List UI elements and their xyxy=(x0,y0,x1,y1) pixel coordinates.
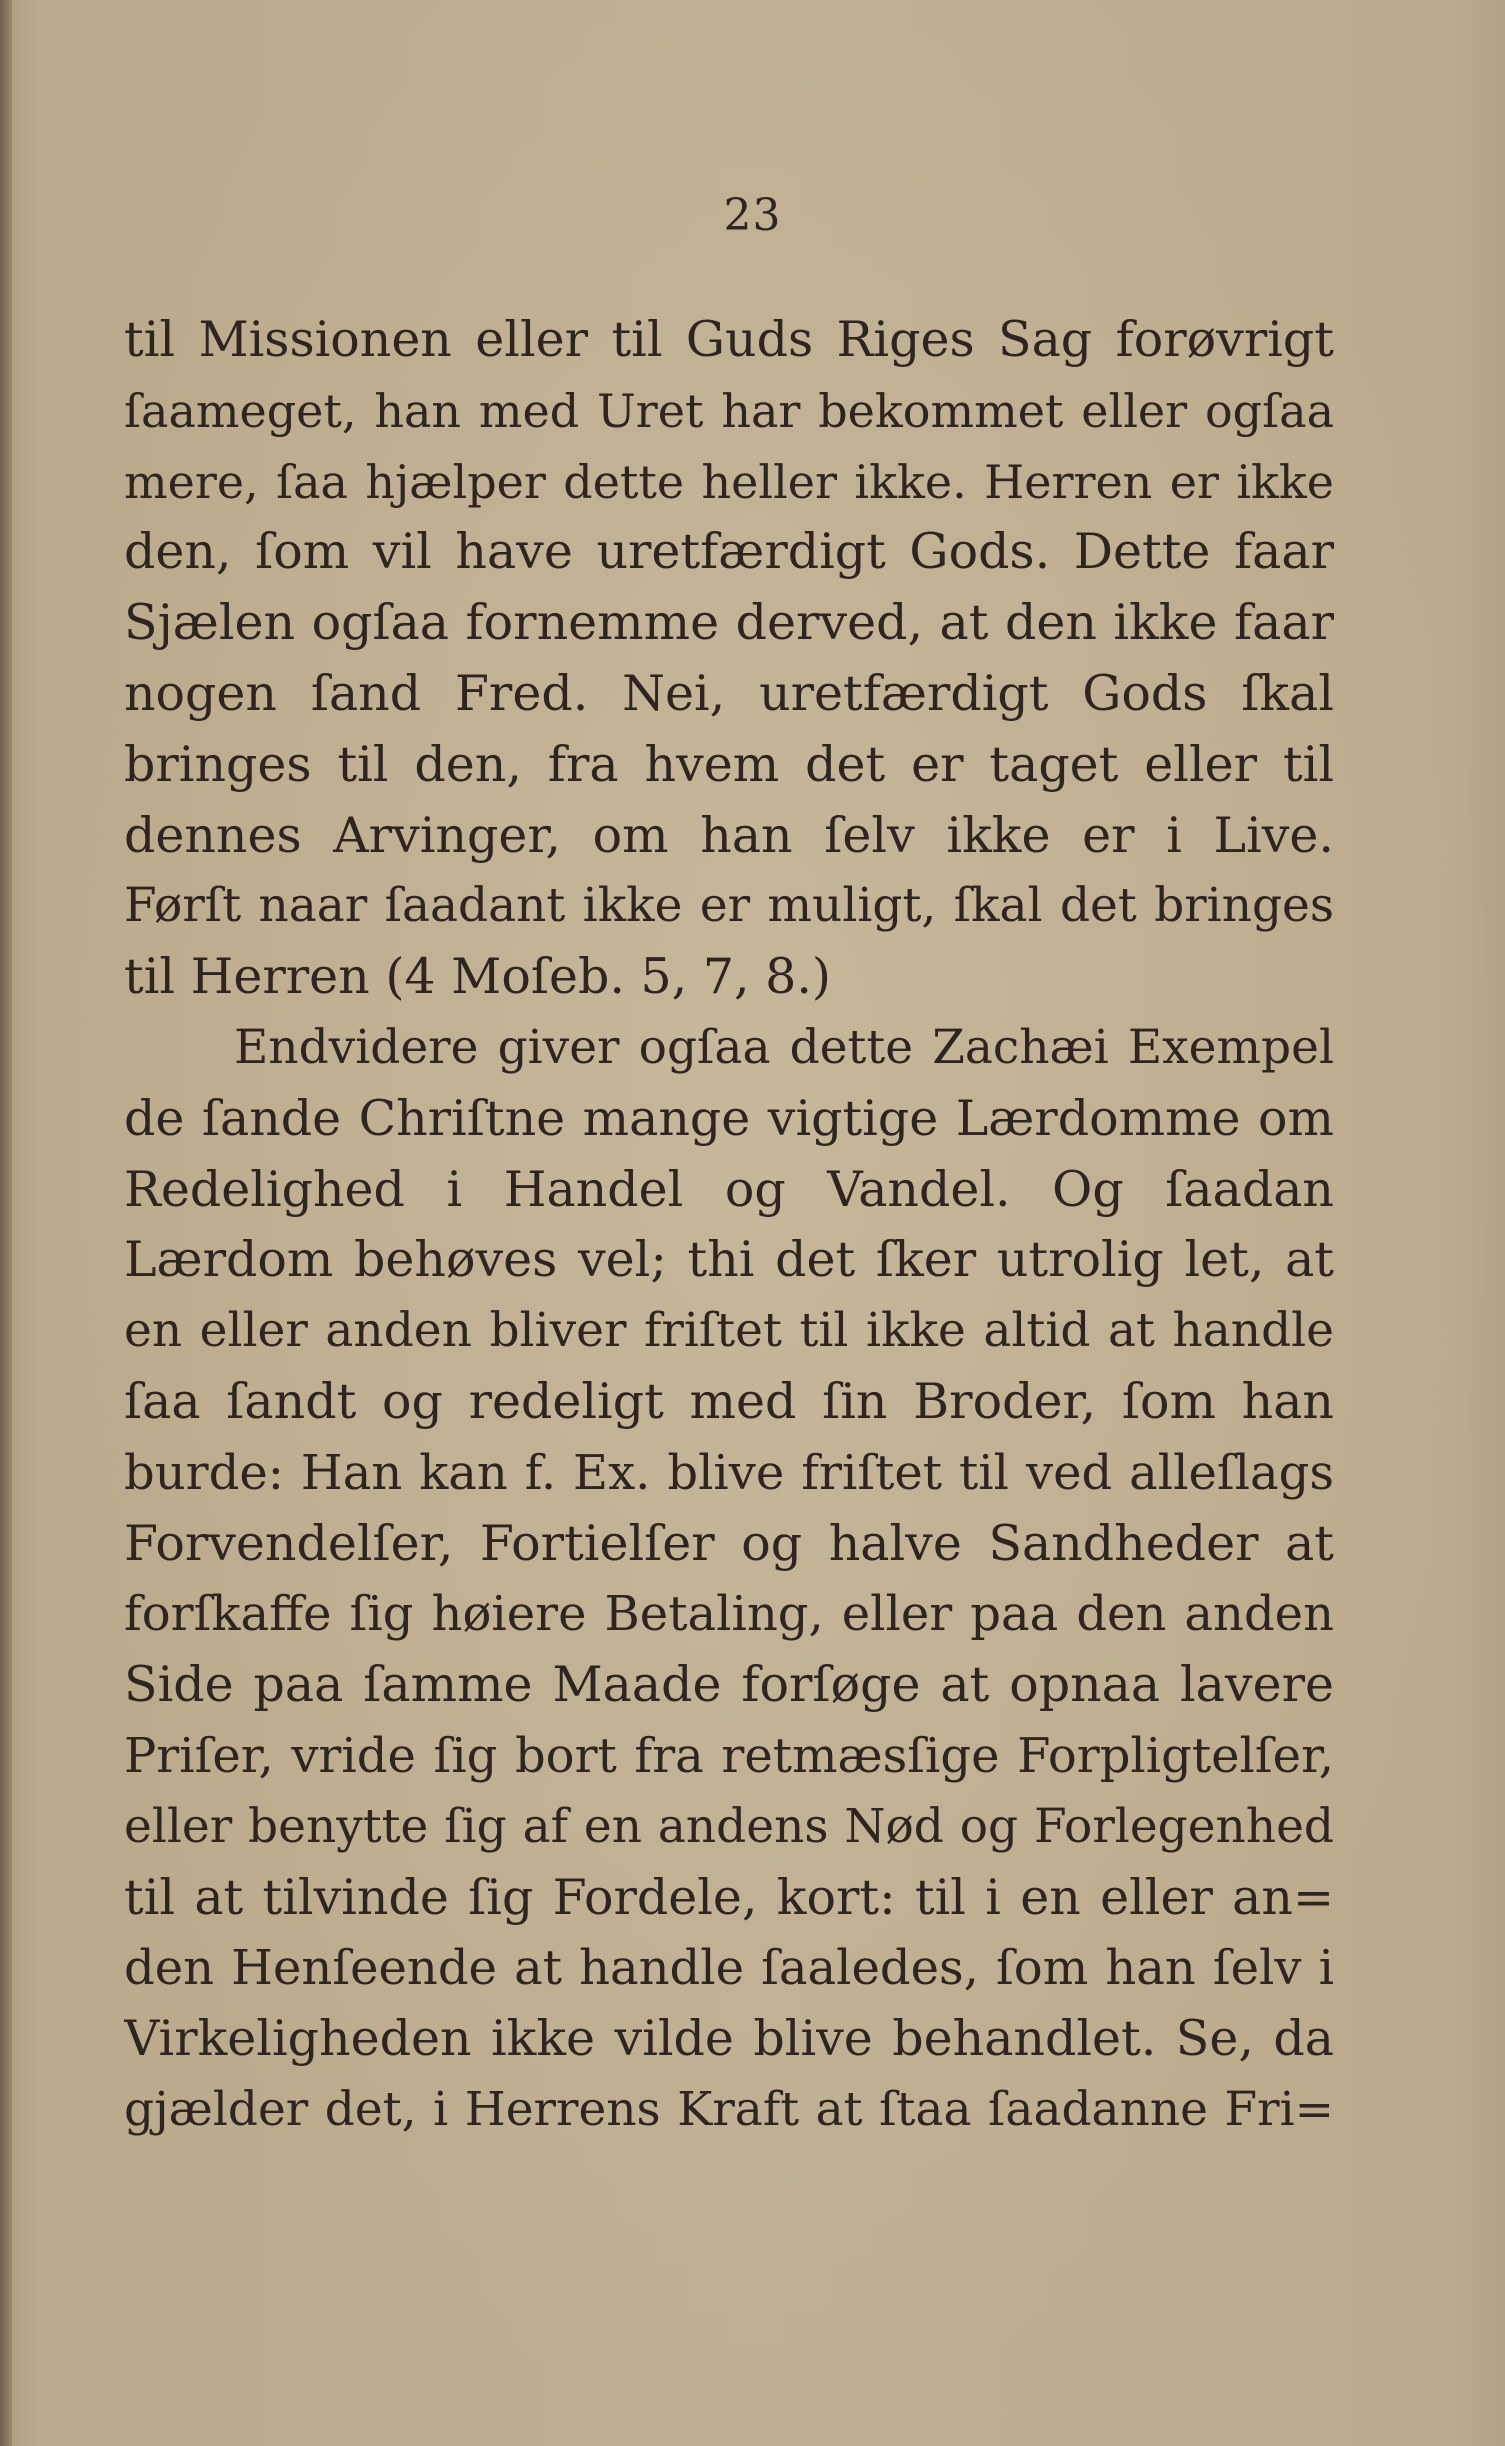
text-line: de ſande Chriſtne mange vigtige Lærdomme om xyxy=(124,1089,1334,1147)
text-line: til Missionen eller til Guds Riges Sag forøvrigt xyxy=(124,311,1334,368)
text-line: gjælder det, i Herrens Kraft at ſtaa ſaadanne Fri= xyxy=(124,2081,1334,2137)
text-line: forſkaffe ſig høiere Betaling, eller paa den anden xyxy=(124,1586,1334,1643)
body-text xyxy=(124,305,1334,2146)
text-line: ſaameget, han med Uret har bekommet eller ogſaa xyxy=(124,383,1334,438)
text-line: Priſer, vride ſig bort fra retmæsſige Forpligtelſer, xyxy=(124,1727,1334,1784)
text-line: eller benytte ſig af en andens Nød og Forlegenhed xyxy=(124,1798,1334,1854)
text-line: Førſt naar ſaadant ikke er muligt, ſkal det bringes xyxy=(124,878,1334,934)
text-line: ſaa ſandt og redeligt med ſin Broder, ſom han xyxy=(124,1372,1334,1430)
text-line: mere, ſaa hjælper dette heller ikke. Herren er ikke xyxy=(124,454,1334,509)
page-number: 23 xyxy=(723,190,782,241)
paragraph-end-line: til Herren (4 Moſeb. 5, 7, 8.) xyxy=(124,948,832,1006)
text-line: dennes Arvinger, om han ſelv ikke er i Live. xyxy=(124,806,1334,864)
text-line: burde: Han kan f. Ex. blive friſtet til ved alleſlags xyxy=(124,1444,1334,1501)
text-line: Virkeligheden ikke vilde blive behandlet. Se, da xyxy=(124,2010,1334,2068)
text-line: Lærdom behøves vel; thi det ſker utrolig let, at xyxy=(124,1231,1334,1289)
paragraph-start-line: Endvidere giver ogſaa dette Zachæi Exempel xyxy=(234,1019,1334,1075)
text-line: en eller anden bliver friſtet til ikke altid at handle xyxy=(124,1303,1334,1359)
text-line: nogen ſand Fred. Nei, uretfærdigt Gods ſkal xyxy=(124,664,1334,722)
page-binding-edge xyxy=(0,0,12,2446)
text-line: til at tilvinde ſig Fordele, kort: til i en eller an= xyxy=(124,1868,1334,1926)
text-line: den, ſom vil have uretfærdigt Gods. Dette faar xyxy=(124,523,1334,581)
text-line: Side paa ſamme Maade forſøge at opnaa lavere xyxy=(124,1656,1334,1714)
text-line: bringes til den, fra hvem det er taget eller til xyxy=(124,735,1334,793)
text-line: Redelighed i Handel og Vandel. Og ſaadan xyxy=(124,1160,1334,1218)
text-line: Sjælen ogſaa fornemme derved, at den ikke faar xyxy=(124,594,1334,652)
text-line: den Henſeende at handle ſaaledes, ſom han ſelv i xyxy=(124,1940,1334,1997)
text-line: Forvendelſer, Fortielſer og halve Sandheder at xyxy=(124,1514,1334,1572)
